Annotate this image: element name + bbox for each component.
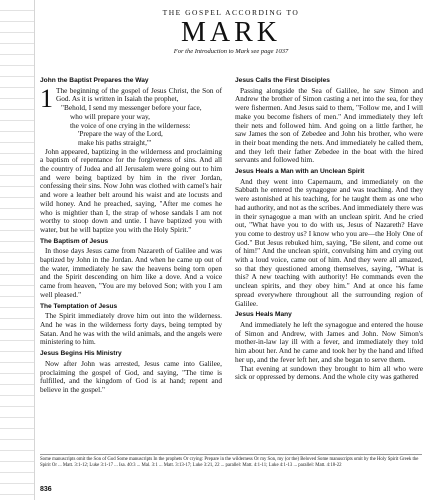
- verse-paragraph: Now after John was arrested, Jesus came into Galilee, proclaiming the gospel of God, and saying, "The time is fulfilled, and the kingdom of God is at hand; repent and believe in the gospel.": [40, 358, 222, 394]
- verse-paragraph: Passing alongside the Sea of Galilee, he saw Simon and Andrew the brother of Simon casting a net into the sea, for they were fishermen. And Jesus said to them, "Follow me, and I will make you become fishers of men." And immediately they left their nets and followed him. And going on a little farther, he saw James the son of Zebedee and John his brother, who were in their boat mending the nets. And immediately he called them, and they left their father Zebedee in the boat with the hired servants and followed him.: [235, 85, 423, 165]
- section-heading: The Temptation of Jesus: [40, 302, 118, 310]
- poetry-block: [40, 113, 222, 148]
- book-name: MARK: [180, 17, 281, 48]
- verse-paragraph: In those days Jesus came from Nazareth of Galilee and was baptized by John in the Jordan. And when he came up out of the water, immediately he saw the heavens being torn open and the Spirit descending on him like a dove. And a voice came from heaven, "You are my beloved Son; with you I am well pleased.": [40, 246, 222, 299]
- poetry-line: the voice of one crying in the wilderness:: [70, 120, 191, 130]
- section-heading: Jesus Heals a Man with an Unclean Spirit: [235, 168, 365, 176]
- section-heading: John the Baptist Prepares the Way: [40, 77, 149, 84]
- verse-paragraph: And they went into Capernaum, and immediately on the Sabbath he entered the synagogue and was teaching. And they were astonished at his teaching, for he taught them as one who had authority, and not as the scribes. And immediately there was in their synagogue a man with an unclean spirit. And he cried out, "What have you to do with us, Jesus of Nazareth? Have you come to destroy us? I know who you are—the Holy One of God." But Jesus rebuked him, saying, "Be silent, and come out of him!" And the unclean spirit, convulsing him and crying out with a loud voice, came out of him. And they were all amazed, so that they questioned among themselves, saying, "What is this? A new teaching with authority! He commands even the unclean spirits, and they obey him." And at once his fame spread everywhere throughout all the surrounding region of Galilee.: [235, 176, 423, 308]
- verse-paragraph: That evening at sundown they brought to him all who were sick or oppressed by demons. And the whole city was gathered: [235, 363, 423, 382]
- chapter-number: 1: [40, 83, 53, 113]
- verse-text: "Behold, I send my messenger before your face,: [61, 103, 202, 113]
- poetry-line: make his paths straight,'": [78, 137, 152, 147]
- verse-text: As it is written in Isaiah the prophet,: [71, 94, 179, 104]
- section-heading: The Baptism of Jesus: [40, 237, 109, 245]
- footnotes: Some manuscripts omit the Son of God Some manuscripts In the prophets Or crying: Prepare in the wilderness Or my Son, my (or the) Beloved Some manuscripts omit by the Holy Spirit Greek the Spirit Or ... Matt. 3:1-12; Luke 3:1-17 ... Isa. 40:3 ... Mal. 3:1 ... Matt. 3:13-17; Luke 3:21, 22 ... parallel: Matt. 4:1-11; Luke 4:1-13 ... parallel: Matt. 4:18-22: [40, 454, 422, 468]
- left-column: [40, 74, 222, 395]
- section-heading: Jesus Heals Many: [235, 311, 292, 319]
- gospel-title: THE GOSPEL ACCORDING TO: [162, 8, 300, 17]
- verse-paragraph: John appeared, baptizing in the wilderness and proclaiming a baptism of repentance for the forgiveness of sins. And all the country of Judea and all Jerusalem were going out to him and were being baptized by him in the river Jordan, confessing their sins. Now John was clothed with camel's hair and wore a leather belt around his waist and ate locusts and wild honey. And he preached, saying, "After me comes he who is mightier than I, the strap of whose sandals I am not worthy to stoop down and untie. I have baptized you with water, but he will baptize you with the Holy Spirit.": [40, 146, 222, 234]
- poetry-line: 'Prepare the way of the Lord,: [78, 129, 163, 139]
- verse-text: The beginning of the gospel of Jesus Christ, the Son of God.: [56, 85, 222, 104]
- note-margin: [0, 0, 35, 500]
- intro-reference: For the Introduction to Mark see page 1037: [173, 48, 289, 55]
- right-column: [235, 74, 423, 382]
- poetry-line: who will prepare your way,: [70, 111, 150, 121]
- verse-paragraph: And immediately he left the synagogue and entered the house of Simon and Andrew, with James and John. Now Simon's mother-in-law lay ill with a fever, and immediately they told him about her. And he came and took her by the hand and lifted her up, and the fever left her, and she began to serve them.: [235, 319, 423, 364]
- page-number: 836: [40, 486, 52, 493]
- verse-paragraph: The Spirit immediately drove him out into the wilderness. And he was in the wilderness forty days, being tempted by Satan. And he was with the wild animals, and the angels were ministering to him.: [40, 311, 222, 347]
- section-heading: Jesus Begins His Ministry: [40, 350, 122, 358]
- book-header: [40, 8, 422, 55]
- section-heading: Jesus Calls the First Disciples: [235, 77, 330, 84]
